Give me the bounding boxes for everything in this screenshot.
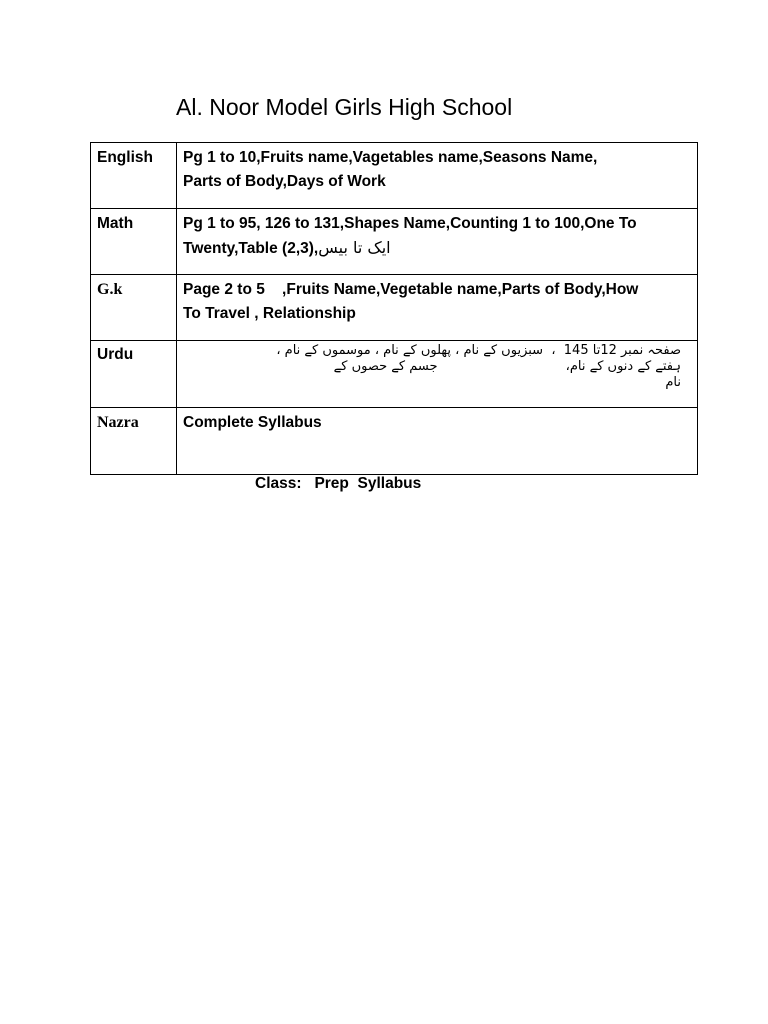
subject-cell: G.k (91, 275, 177, 341)
table-row (91, 408, 698, 475)
subject-cell: Nazra (91, 408, 177, 475)
content-line (183, 236, 691, 261)
table-row (91, 143, 698, 209)
urdu-content (183, 343, 691, 391)
content-cell (177, 341, 698, 408)
table-row (91, 209, 698, 275)
content-line: Parts of Body,Days of Work (183, 173, 386, 190)
content-line: To Travel , Relationship (183, 305, 356, 322)
content-cell (177, 143, 698, 209)
syllabus-table (90, 142, 698, 475)
content-cell (177, 275, 698, 341)
content-line: Pg 1 to 10,Fruits name,Vagetables name,Seasons Name, (183, 149, 598, 166)
urdu-line: نام (665, 375, 681, 390)
content-line: Page 2 to 5 ,Fruits Name,Vegetable name,Parts of Body,How (183, 281, 639, 298)
content-text: Twenty,Table (2,3), (183, 240, 319, 257)
table-row (91, 341, 698, 408)
table-row (91, 275, 698, 341)
urdu-line: ہفتے کے دنوں کے نام، جسم کے حصوں کے (333, 359, 681, 374)
class-label: Class: Prep Syllabus (255, 475, 422, 492)
content-line: Complete Syllabus (183, 414, 322, 431)
subject-cell: Urdu (91, 341, 177, 408)
content-line: Pg 1 to 95, 126 to 131,Shapes Name,Counting 1 to 100,One To (183, 215, 637, 232)
page-title: Al. Noor Model Girls High School (176, 94, 513, 120)
content-cell (177, 209, 698, 275)
subject-cell: Math (91, 209, 177, 275)
urdu-text: ایک تا بیس (318, 238, 391, 257)
content-cell (177, 408, 698, 475)
subject-cell: English (91, 143, 177, 209)
urdu-line: صفحہ نمبر 12تا 145 ، سبزیوں کے نام ، پھلوں کے نام ، موسموں کے نام ، (276, 343, 681, 358)
